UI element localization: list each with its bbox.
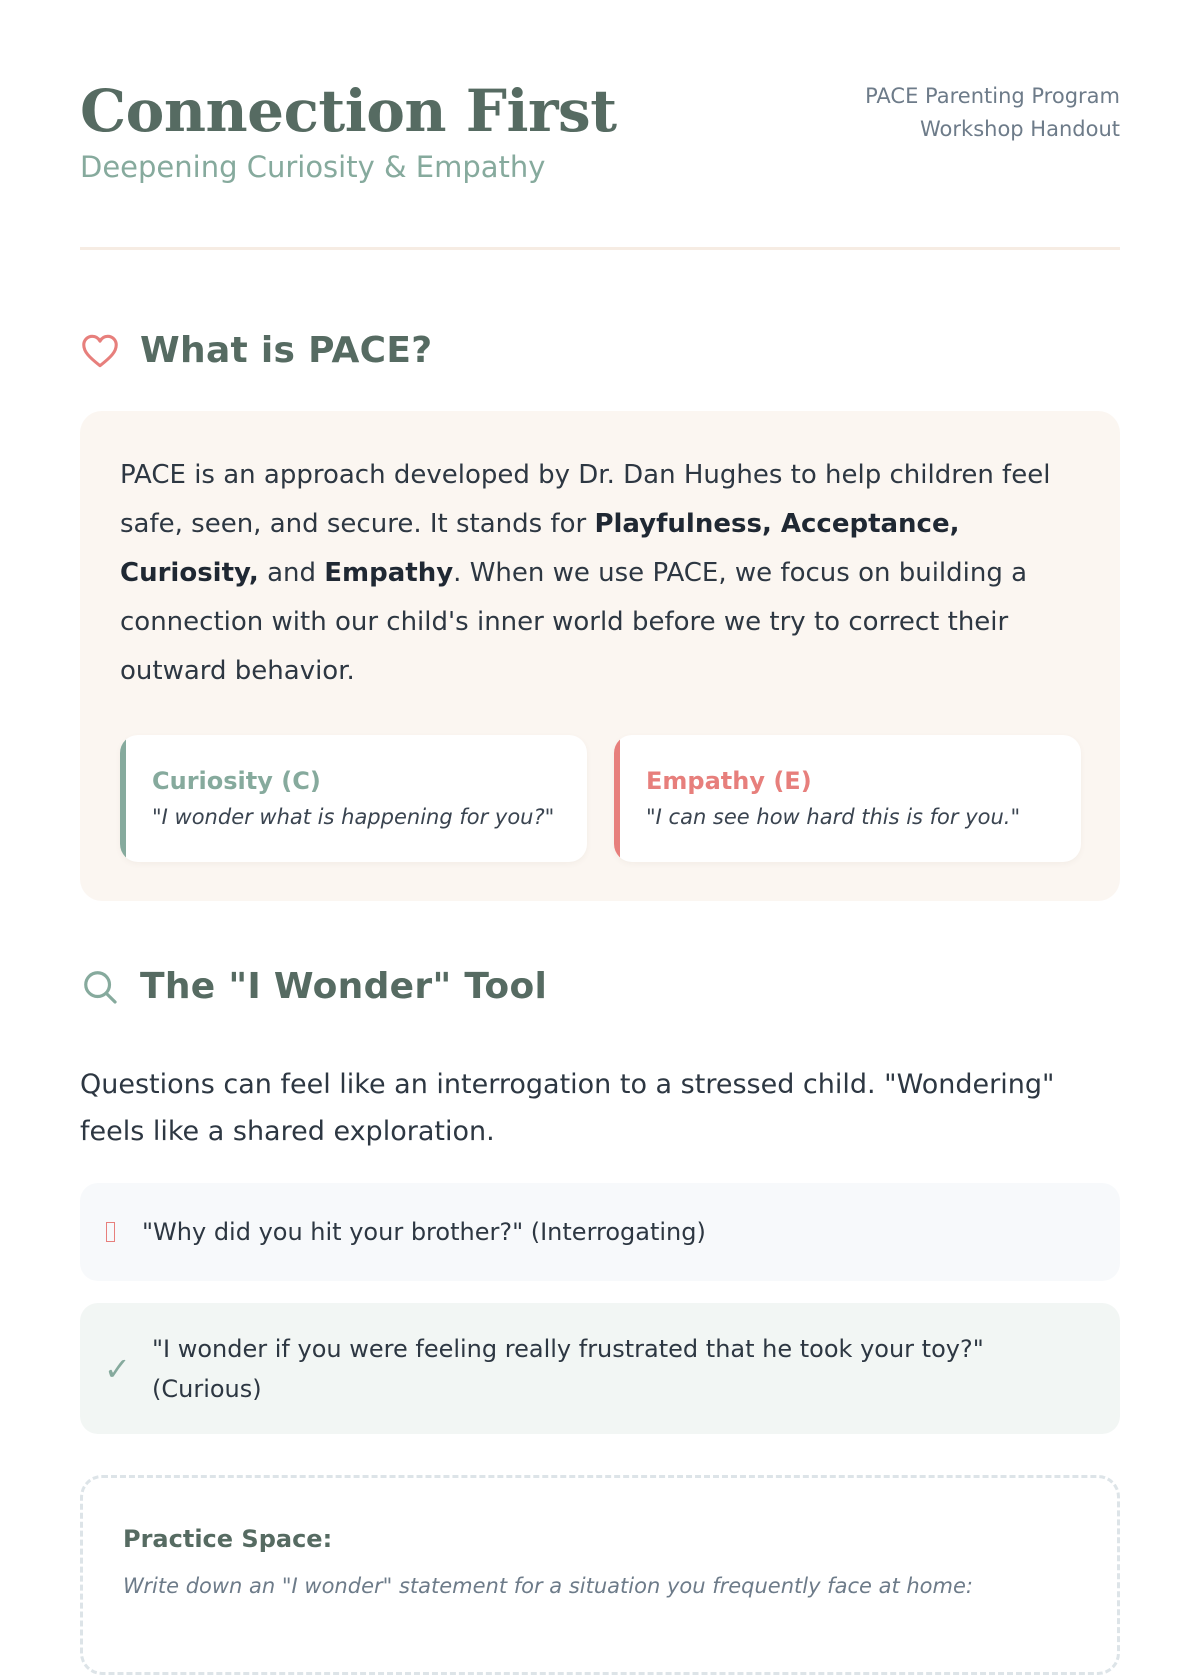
curiosity-card-quote: "I wonder what is happening for you?" [152, 805, 555, 829]
pace-text-part: and [258, 558, 325, 588]
pace-empathy-bold: Empathy [324, 558, 454, 588]
program-name: PACE Parenting Program [865, 84, 1120, 108]
wonder-heading: The "I Wonder" Tool [140, 966, 548, 1007]
curious-example-text: "I wonder if you were feeling really frustrated that he took your toy?" (Curious) [152, 1334, 984, 1403]
empathy-card [614, 735, 1081, 862]
practice-prompt: Write down an "I wonder" statement for a situation you frequently face at home: [123, 1574, 973, 1598]
practice-space[interactable] [80, 1475, 1120, 1675]
interrogating-example-text: "Why did you hit your brother?" (Interrogating) [142, 1218, 706, 1246]
search-icon [80, 967, 120, 1007]
pace-info-card [80, 411, 1120, 901]
check-icon: ✓ [104, 1349, 131, 1388]
wonder-intro-text: Questions can feel like an interrogation to a stressed child. "Wondering" feels like a shared exploration. [80, 1069, 1055, 1147]
handout-header [80, 0, 1120, 250]
wonder-section-heading [80, 966, 547, 1007]
pace-heading: What is PACE? [140, 330, 433, 371]
empathy-card-quote: "I can see how hard this is for you." [646, 805, 1021, 829]
empathy-card-title: Empathy (E) [646, 767, 812, 795]
interrogating-example [80, 1183, 1120, 1281]
page-subtitle: Deepening Curiosity & Empathy [80, 150, 546, 184]
cross-icon [104, 1222, 142, 1242]
page-title: Connection First [80, 77, 617, 145]
pace-text-part: PACE is an approach developed by Dr. Dan Hughes to help children feel safe, seen, and secure. It stands for [120, 460, 1051, 539]
curiosity-card-title: Curiosity (C) [152, 767, 321, 795]
heart-icon [80, 331, 120, 371]
document-type: Workshop Handout [920, 117, 1120, 141]
pace-pillars-bold: Playfulness, Acceptance, Curiosity, [120, 509, 960, 588]
curiosity-card [120, 735, 587, 862]
pace-description [120, 451, 1080, 696]
pace-section-heading [80, 330, 432, 371]
pace-text-part: . When we use PACE, we focus on building a connection with our child's inner world before we try to correct their outward behavior. [120, 558, 1028, 686]
practice-title: Practice Space: [123, 1525, 333, 1553]
program-meta [865, 80, 1120, 146]
curious-example [80, 1303, 1120, 1434]
